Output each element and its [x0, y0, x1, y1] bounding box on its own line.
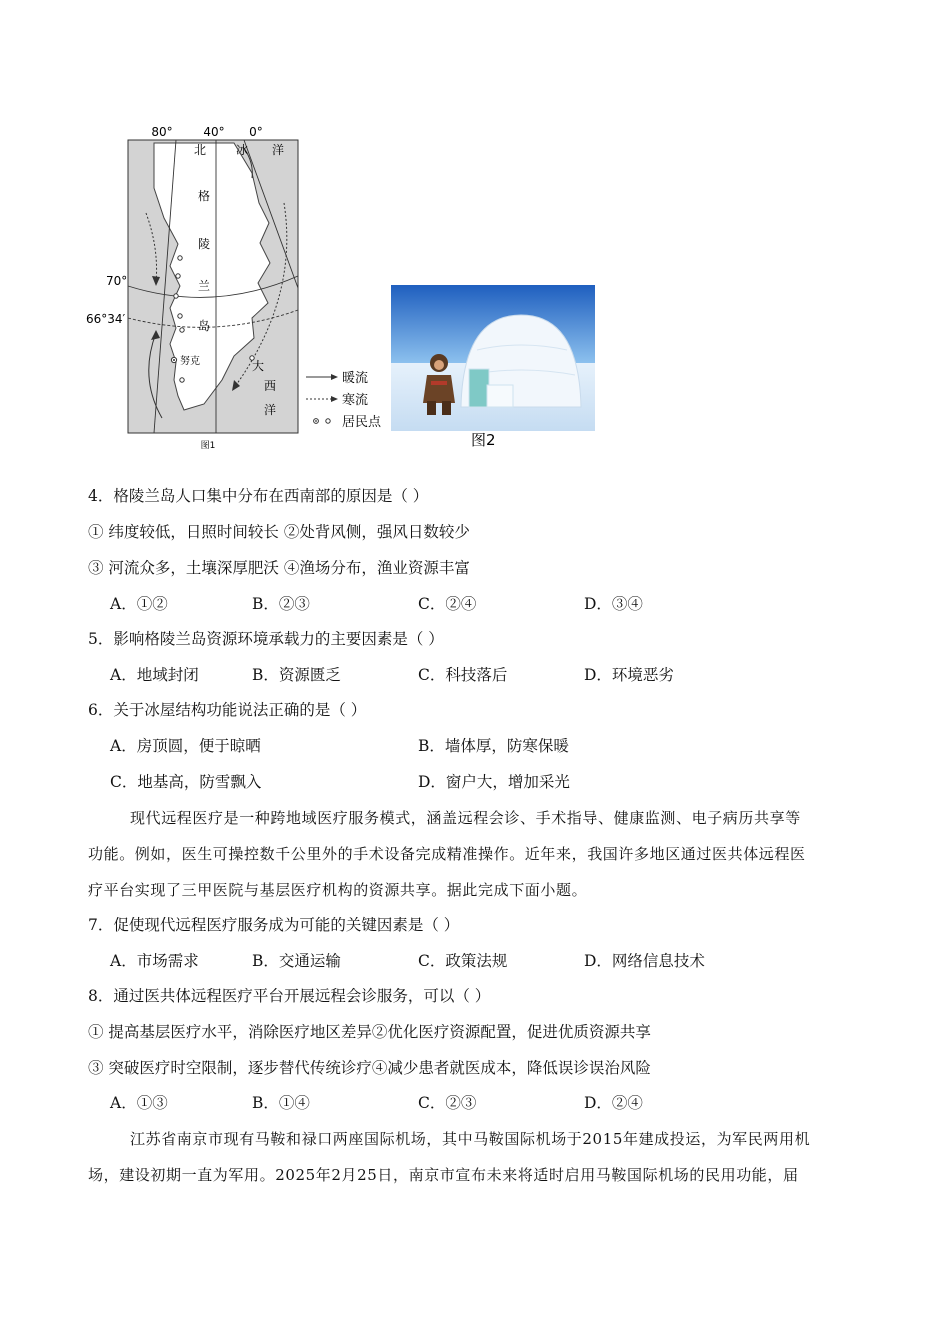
q6-stem: 6．关于冰屋结构功能说法正确的是（ ） [88, 701, 367, 719]
q7-stem: 7．促使现代远程医疗服务成为可能的关键因素是（ ） [88, 916, 460, 934]
q6-option-a[interactable]: A．房顶圆，便于晾晒 [110, 737, 261, 755]
q8-option-c[interactable]: C．②③ [418, 1094, 477, 1112]
q6-option-c[interactable]: C．地基高，防雪飘入 [110, 773, 262, 791]
q6-option-b[interactable]: B．墙体厚，防寒保暖 [418, 737, 569, 755]
q8-option-b[interactable]: B．①④ [252, 1094, 310, 1112]
passage2-line-1: 现代远程医疗是一种跨地域医疗服务模式，涵盖远程会诊、手术指导、健康监测、电子病历共享等 [130, 809, 801, 827]
ocean-label-yang: 洋 [272, 143, 285, 157]
passage2-line-2: 功能。例如，医生可操控数千公里外的手术设备完成精准操作。近年来，我国许多地区通过医共体远程医 [88, 845, 806, 863]
q5-stem: 5．影响格陵兰岛资源环境承载力的主要因素是（ ） [88, 630, 444, 648]
q7-option-b[interactable]: B．交通运输 [252, 952, 341, 970]
figure2-caption: 图2 [471, 431, 496, 449]
ocean-label-bing: 冰 [236, 143, 249, 157]
passage3-line-2: 场，建设初期一直为军用。2025年2月25日，南京市宣布未来将适时启用马鞍国际机场的民用功能，届 [88, 1166, 799, 1184]
island-label-lan: 兰 [198, 279, 211, 293]
q4-option-d[interactable]: D．③④ [584, 595, 643, 613]
passage2-line-3: 疗平台实现了三甲医院与基层医疗机构的资源共享。据此完成下面小题。 [88, 881, 588, 899]
island-label-dao: 岛 [198, 319, 211, 333]
q7-option-d[interactable]: D．网络信息技术 [584, 952, 705, 970]
q4-statement-line-1: ① 纬度较低，日照时间较长 ②处背风侧，强风日数较少 [88, 523, 470, 541]
legend-settlement: 居民点 [342, 415, 382, 430]
q5-option-d[interactable]: D．环境恶劣 [584, 666, 674, 684]
q8-stem: 8．通过医共体远程医疗平台开展远程会诊服务，可以（ ） [88, 987, 491, 1005]
q5-option-b[interactable]: B．资源匮乏 [252, 666, 341, 684]
passage3-line-1: 江苏省南京市现有马鞍和禄口两座国际机场，其中马鞍国际机场于2015年建成投运，为军民两用机 [130, 1130, 811, 1148]
greenland-map-figure [84, 118, 394, 458]
q8-statement-line-1: ① 提高基层医疗水平，消除医疗地区差异②优化医疗资源配置，促进优质资源共享 [88, 1023, 651, 1041]
figure1-caption: 图1 [200, 441, 216, 451]
lon-label-80: 80° [151, 125, 173, 139]
lat-label-arctic-circle: 66°34′ [86, 312, 126, 326]
legend-warm-current: 暖流 [342, 371, 369, 386]
q4-option-a[interactable]: A．①② [110, 595, 168, 613]
q8-option-d[interactable]: D．②④ [584, 1094, 643, 1112]
q4-option-b[interactable]: B．②③ [252, 595, 310, 613]
ocean-label-bei: 北 [194, 143, 207, 157]
city-label-nuuk: 努克 [180, 356, 200, 367]
q8-option-a[interactable]: A．①③ [110, 1094, 168, 1112]
ocean-label-da: 大 [252, 359, 265, 373]
q4-stem: 4．格陵兰岛人口集中分布在西南部的原因是（ ） [88, 487, 429, 505]
q6-option-d[interactable]: D．窗户大，增加采光 [418, 773, 570, 791]
q8-statement-line-2: ③ 突破医疗时空限制，逐步替代传统诊疗④减少患者就医成本，降低误诊误治风险 [88, 1059, 651, 1077]
q5-option-c[interactable]: C．科技落后 [418, 666, 508, 684]
island-label-ge: 格 [198, 189, 211, 203]
q5-option-a[interactable]: A．地域封闭 [110, 666, 199, 684]
q4-statement-line-2: ③ 河流众多，土壤深厚肥沃 ④渔场分布，渔业资源丰富 [88, 559, 470, 577]
q7-option-a[interactable]: A．市场需求 [110, 952, 199, 970]
island-label-ling: 陵 [198, 237, 211, 251]
ocean-label-yang2: 洋 [264, 403, 277, 417]
ocean-label-xi: 西 [264, 379, 277, 393]
lon-label-0: 0° [249, 125, 263, 139]
lat-label-70: 70° [106, 274, 128, 288]
igloo-photo-figure [391, 285, 595, 450]
q7-option-c[interactable]: C．政策法规 [418, 952, 508, 970]
q4-option-c[interactable]: C．②④ [418, 595, 477, 613]
lon-label-40: 40° [203, 125, 225, 139]
legend-cold-current: 寒流 [342, 393, 369, 408]
